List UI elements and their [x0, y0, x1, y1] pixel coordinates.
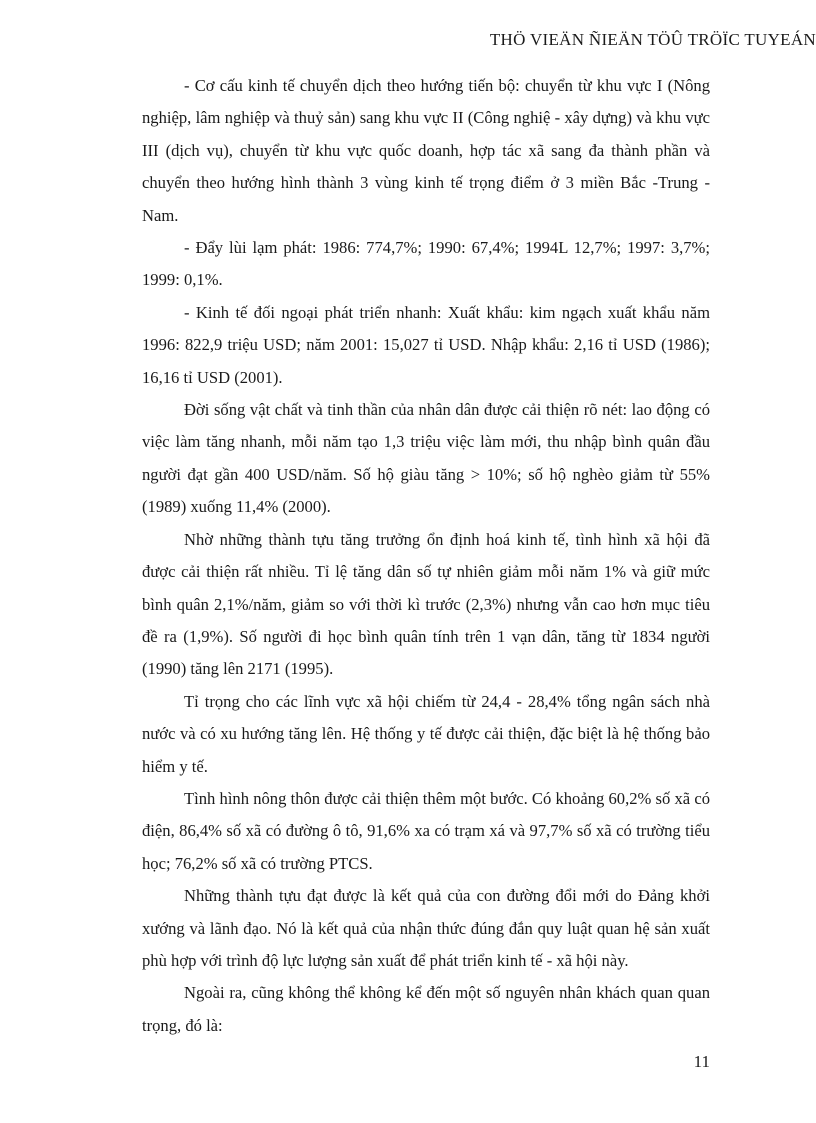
paragraph-living-standards: Đời sống vật chất và tinh thần của nhân dân được cải thiện rõ nét: lao động có việc làm tăng nhanh, mỗi năm tạo 1,3 triệu việc làm mới, thu nhập bình quân đầu người đạt gần 400 USD/năm. Số hộ giàu tăng > 10%; số hộ nghèo giảm từ 55% (1989) xuống 11,4% (2000). — [142, 400, 710, 517]
paragraph-social-budget: Tỉ trọng cho các lĩnh vực xã hội chiếm từ 24,4 - 28,4% tổng ngân sách nhà nước và có xu hướng tăng lên. Hệ thống y tế được cải thiện, đặc biệt là hệ thống bảo hiểm y tế. — [142, 691, 710, 776]
page-header: THÖ VIEÄN ÑIEÄN TÖÛ TRÖÏC TUYEÁN — [489, 30, 816, 49]
paragraph-achievements: Những thành tựu đạt được là kết quả của con đường đổi mới do Đảng khởi xướng và lãnh đạo. Nó là kết quả của nhận thức đúng đắn quy luật quan hệ sản xuất phù hợp với trình độ lực lượng sản xuất để phát triển kinh tế - xã hội này. — [142, 886, 710, 970]
paragraph-inflation: - Đẩy lùi lạm phát: 1986: 774,7%; 1990: 67,4%; 1994L 12,7%; 1997: 3,7%; 1999: 0,1%. — [142, 238, 710, 290]
page-number: 11 — [693, 1052, 710, 1071]
paragraph-foreign-trade: - Kinh tế đối ngoại phát triển nhanh: Xuất khẩu: kim ngạch xuất khẩu năm 1996: 822,9 triệu USD; năm 2001: 15,027 tỉ USD. Nhập khẩu: 2,16 tỉ USD (1986); 16,16 tỉ USD (2001). — [142, 302, 710, 387]
paragraph-economic-structure: - Cơ cấu kinh tế chuyển dịch theo hướng tiến bộ: chuyển từ khu vực I (Nông nghiệp, lâm nghiệp và thuỷ sản) sang khu vực II (Công nghiệ - xây dựng) và khu vực III (dịch vụ), chuyển từ khu vực quốc doanh, hợp tác xã sang đa thành phần và chuyển theo hướng hình thành 3 vùng kinh tế trọng điểm ở 3 miền Bắc -Trung - Nam. — [142, 76, 710, 225]
paragraph-social-situation: Nhờ những thành tựu tăng trưởng ổn định hoá kinh tế, tình hình xã hội đã được cải thiện rất nhiều. Tỉ lệ tăng dân số tự nhiên giảm mỗi năm 1% và giữ mức bình quân 2,1%/năm, giảm so với thời kì trước (2,3%) nhưng vẫn cao hơn mục tiêu đề ra (1,9%). Số người đi học bình quân tính trên 1 vạn dân, tăng từ 1834 người (1990) tăng lên 2171 (1995). — [142, 529, 710, 679]
paragraph-rural-development: Tình hình nông thôn được cải thiện thêm một bước. Có khoảng 60,2% số xã có điện, 86,4% số xã có đường ô tô, 91,6% xa có trạm xá và 97,7% số xã có trường tiểu học; 76,2% số xã có trường PTCS. — [142, 788, 710, 873]
paragraph-objective-causes: Ngoài ra, cũng không thể không kể đến một số nguyên nhân khách quan quan trọng, đó là: — [142, 983, 710, 1035]
document-body — [142, 70, 710, 1042]
